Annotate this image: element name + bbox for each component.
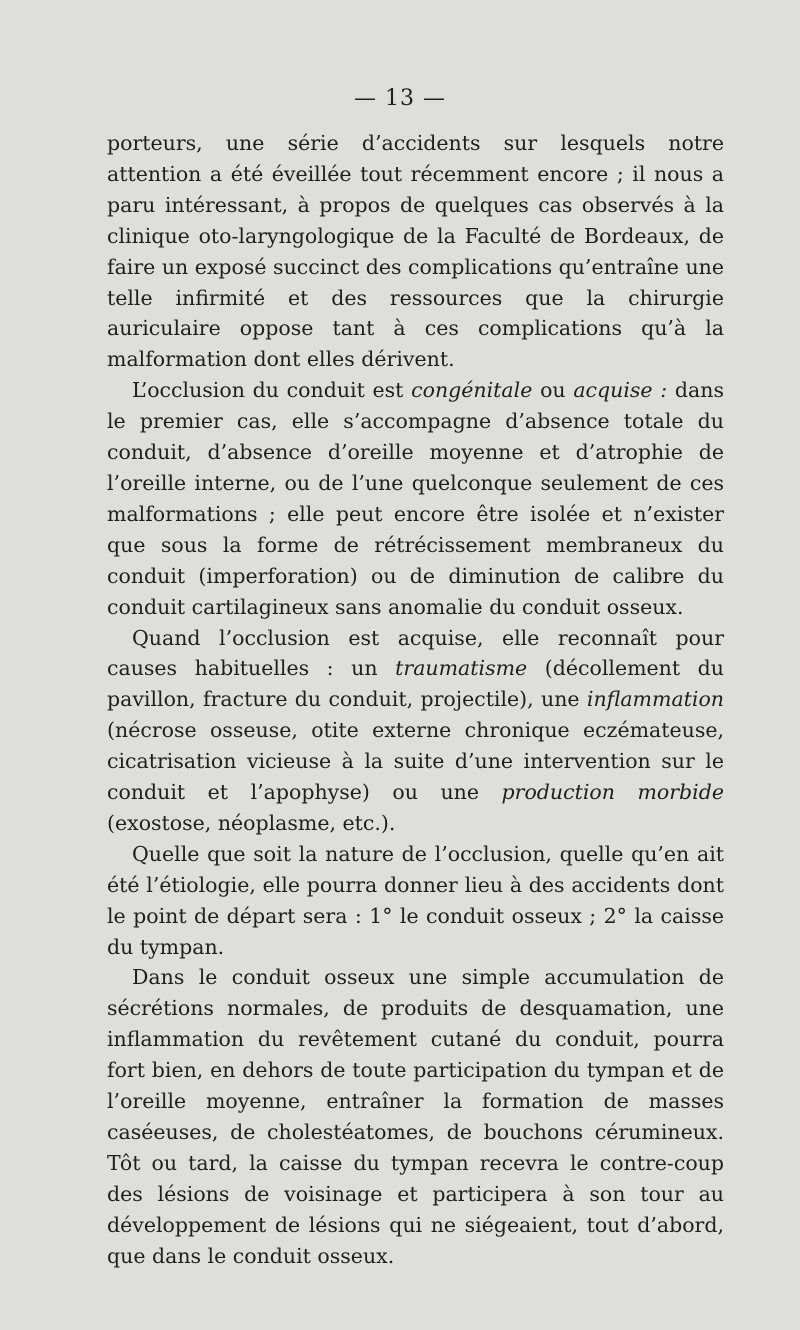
text-run: Dans le conduit osseux une simple accumulation de sécrétions normales, de produits de desquamation, une inflammation du revêtement cutané du conduit, pourra fort bien, en dehors de toute participation du tympan et de l’oreille moyenne, entraîner la formation de masses caséeuses, de cholestéatomes, de bouchons cérumineux. Tôt ou tard, la caisse du tympan recevra le contre-coup des lésions de voisinage et participera à son tour au développement de lésions qui ne siégeaient, tout d’abord, que dans le conduit osseux. bbox=[107, 965, 724, 1268]
text-run: Quand l’occlusion est acquise, elle reconnaît pour causes habituelles : un bbox=[107, 625, 724, 681]
italic-run: acquise : bbox=[573, 378, 668, 403]
text-run: ou bbox=[532, 378, 574, 403]
italic-run: inflammation bbox=[586, 687, 724, 712]
italic-run: congénitale bbox=[411, 378, 533, 403]
text-run: Quelle que soit la nature de l’occlusion, quelle qu’en ait été l’étiologie, elle pourra donner lieu à des accidents dont le point de départ sera : 1° le conduit osseux ; 2° la caisse du tympan. bbox=[107, 841, 724, 959]
paragraph bbox=[107, 375, 724, 622]
text-run: (décollement du pavillon, fracture du conduit, projectile), une bbox=[107, 656, 724, 712]
text-run: (exostose, néoplasme, etc.). bbox=[107, 810, 396, 835]
paragraph bbox=[107, 962, 724, 1271]
italic-run: production morbide bbox=[501, 780, 724, 805]
paragraph bbox=[107, 839, 724, 963]
text-run: (nécrose osseuse, otite externe chronique eczémateuse, cicatrisation vicieuse à la suite d’une intervention sur le conduit et l’apophyse) ou une bbox=[107, 718, 724, 805]
text-run: porteurs, une série d’accidents sur lesquels notre attention a été éveillée tout récemment encore ; il nous a paru intéressant, à propos de quelques cas observés à la clinique oto-laryngologique de la Faculté de Bordeaux, de faire un exposé succinct des complications qu’entraîne une telle infirmité et des ressources que la chirurgie auriculaire oppose tant à ces complications qu’à la malformation dont elles dérivent. bbox=[107, 131, 724, 372]
text-run: dans le premier cas, elle s’accompagne d’absence totale du conduit, d’absence d’oreille moyenne et d’atrophie de l’oreille interne, ou de l’une quelconque seulement de ces malformations ; elle peut encore être isolée et n’exister que sous la forme de rétrécissement membraneux du conduit (imperforation) ou de diminution de calibre du conduit cartilagineux sans anomalie du conduit osseux. bbox=[107, 378, 724, 619]
paragraph bbox=[107, 128, 724, 375]
italic-run: traumatisme bbox=[395, 656, 528, 681]
body-text bbox=[107, 128, 724, 1272]
paragraph bbox=[107, 623, 724, 839]
page-number: — 13 — bbox=[354, 86, 446, 111]
text-run: L’occlusion du conduit est bbox=[132, 378, 412, 403]
